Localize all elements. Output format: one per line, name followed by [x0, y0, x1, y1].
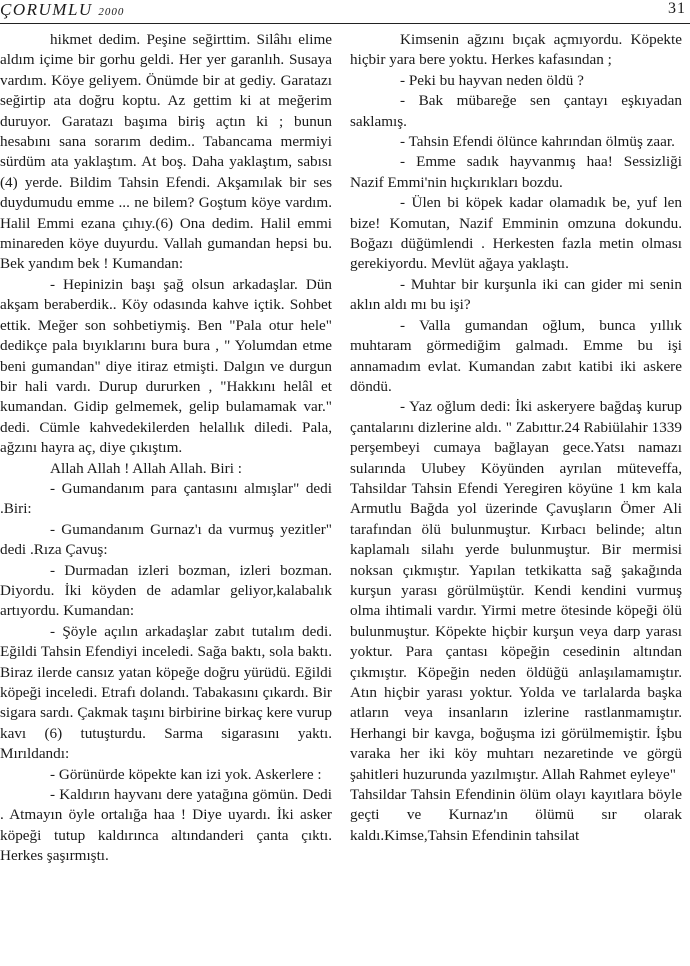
paragraph: - Kaldırın hayvanı dere yatağına gömün. Dedi . Atmayın öyle ortalığa haa ! Diye uyardı. İki asker köpeği tutup kaldırınca altındanderi çanta çıktı. Herkes şaşırmıştı. — [0, 786, 332, 865]
paragraph: - Valla gumandan oğlum, bunca yıllık muhtaram görmediğim galmadı. Emme bu işi annamadım evlat. Kumandan zabıt katibi iki askere döndü. — [350, 316, 682, 395]
paragraph: Allah Allah ! Allah Allah. Biri : — [50, 459, 242, 477]
paragraph: Tahsildar Tahsin Efendinin ölüm olayı kayıtlara böyle geçti ve Kurnaz'ın ölümü sır olarak kaldı.Kimse,Tahsin Efendinin tahsilat — [350, 786, 682, 844]
left-column — [0, 30, 332, 867]
paragraph: - Bak mübareğe sen çantayı eşkıyadan saklamış. — [350, 92, 682, 130]
paragraph: - Emme sadık hayvanmış haa! Sessizliği Nazif Emmi'nin hıçkırıkları bozdu. — [350, 153, 682, 191]
paragraph: - Gumandanım Gurnaz'ı da vurmuş yezitler" dedi .Rıza Çavuş: — [0, 520, 332, 559]
page-number: 31 — [668, 0, 686, 17]
paragraph: - Şöyle açılın arkadaşlar zabıt tutalım dedi. Eğildi Tahsin Efendiyi inceledi. Sağa baktı, sola baktı. Biraz ilerde cansız yatan köpeğe doğru yürüdü. Eğildi köpeği inceledi. Etrafı dolandı. Tabakasını çıkardı. Bir sigara sardı. Çakmak taşını birbirine birkaç kere vurup kavı (6) tutuşturdu. Sarma sigarasını yaktı. Mırıldandı: — [0, 622, 332, 763]
magazine-name: ÇORUMLU — [0, 0, 93, 19]
paragraph: - Yaz oğlum dedi: İki askeryere bağdaş kurup çantalarını dizlerine aldı. " Zabıttır.24 Rabiülahir 1339 perşembeyi cumaya bağlayan gece.Yatsı namazı sularında Ulubey Köyünden ayrılan müteveffa, Tahsildar Tahsin Efendi Yeregiren köyüne 1 km kala Armutlu Bağda yol üzerinde Çavuşların Ömer Ali tarafından ölü bulunmuştur. Kırbacı belinde; altın kaplamalı silahı yerde bulunmuştur. Bir mermisi noksan çıkmıştır. Yapılan tetkikatta sağ şakağında kurşun yarası görülmüştür. Kendi kendini vurmuş olma ihtimali vardır. Yirmi metre ötesinde köpeği ölü bulunmuştur. Köpekte hiçbir kurşun veya darp yarası yoktur. Para çantası köpeğin cesedinin altından çıkmıştır. Köpeğin neden öldüğü anlaşılamamıştır. Atın hiçbir yarası yoktur. Yolda ve tarlalarda başka atların veya insanların izlerine rastlanmamıştır. Herhangi bir kavga, boğuşma izi görülmemiştir. İşbu varaka her iki köy muhtarı nezaretinde ve görgü şahitleri huzurunda yazılmıştır. Allah Rahmet eyleye" — [350, 398, 682, 783]
paragraph: - Gumandanım para çantasını almışlar" dedi .Biri: — [0, 479, 332, 518]
header-rule — [0, 23, 690, 24]
magazine-year: 2000 — [98, 6, 125, 18]
magazine-title — [0, 0, 124, 20]
paragraph: - Ülen bi köpek kadar olamadık be, yuf len bize! Komutan, Nazif Emminin omzuna dokundu. Boğazı düğümlendi . Herkesten fazla metin olması gerekiyordu. Mevlüt ağaya yaklaştı. — [350, 194, 682, 273]
paragraph: - Durmadan izleri bozman, izleri bozman. Diyordu. İki köyden de adamlar geliyor,kalabalık artıyordu. Kumandan: — [0, 561, 332, 620]
right-column — [350, 30, 682, 846]
paragraph: Kimsenin ağzını bıçak açmıyordu. Köpekte hiçbir yara bere yoktu. Herkes kafasından ; — [350, 31, 682, 69]
paragraph: hikmet dedim. Peşine seğirttim. Silâhı elime aldım içime bir gorhu geldi. Her yer garanlıh. Susaya vardım. Köye geliyem. Önümde bir at gediy. Garatazı seğirtip ata doğru koptu. Az gettim ki at meğerim duruyor. Garatazı başıma biriş açtın ki ; bunun hesabını sana sorarım dedim.. Tabancama mermiyi sürdüm ata yaklaştım. At boş. Daha yaklaştım, sabısı (4) yerde. Bildim Tahsin Efendi. Akşamılak bir ses duydumudu emme ... ne bilem? Goştum köye vardım. Halil Emmi ezana çıhıy.(6) Ona dedim. Halil emmi minareden köye duyurdu. Vallah gumandan hepsi bu. Bek yandım bek ! Kumandan: — [0, 31, 332, 273]
paragraph: - Hepinizin başı şağ olsun arkadaşlar. Dün akşam beraberdik.. Köy odasında kahve içtik. Sohbet ettik. Meğer son sohbetiymiş. Ben "Pala otur hele" dedikçe pala bıyıklarını bura bura , " Yolumdan etme beni gumandan" diye itiraz etmişti. Dalgın ve durgun bir hali vardı. Durup dururken , "Hakkını helâl et kumandan. Gidip gelmemek, gelip bulamamak var." dedi. Cümle kahvedekilerden helallık diledi. Pala, ağzını hayra aç, diye çıkıştım. — [0, 275, 332, 457]
paragraph: - Peki bu hayvan neden öldü ? — [400, 71, 584, 89]
paragraph: - Muhtar bir kurşunla iki can gider mi senin aklın aldı mı bu işi? — [350, 275, 682, 314]
page-header — [0, 0, 690, 24]
paragraph: - Tahsin Efendi ölünce kahrından ölmüş zaar. — [400, 133, 675, 151]
paragraph: - Görünürde köpekte kan izi yok. Askerlere : — [50, 765, 322, 783]
